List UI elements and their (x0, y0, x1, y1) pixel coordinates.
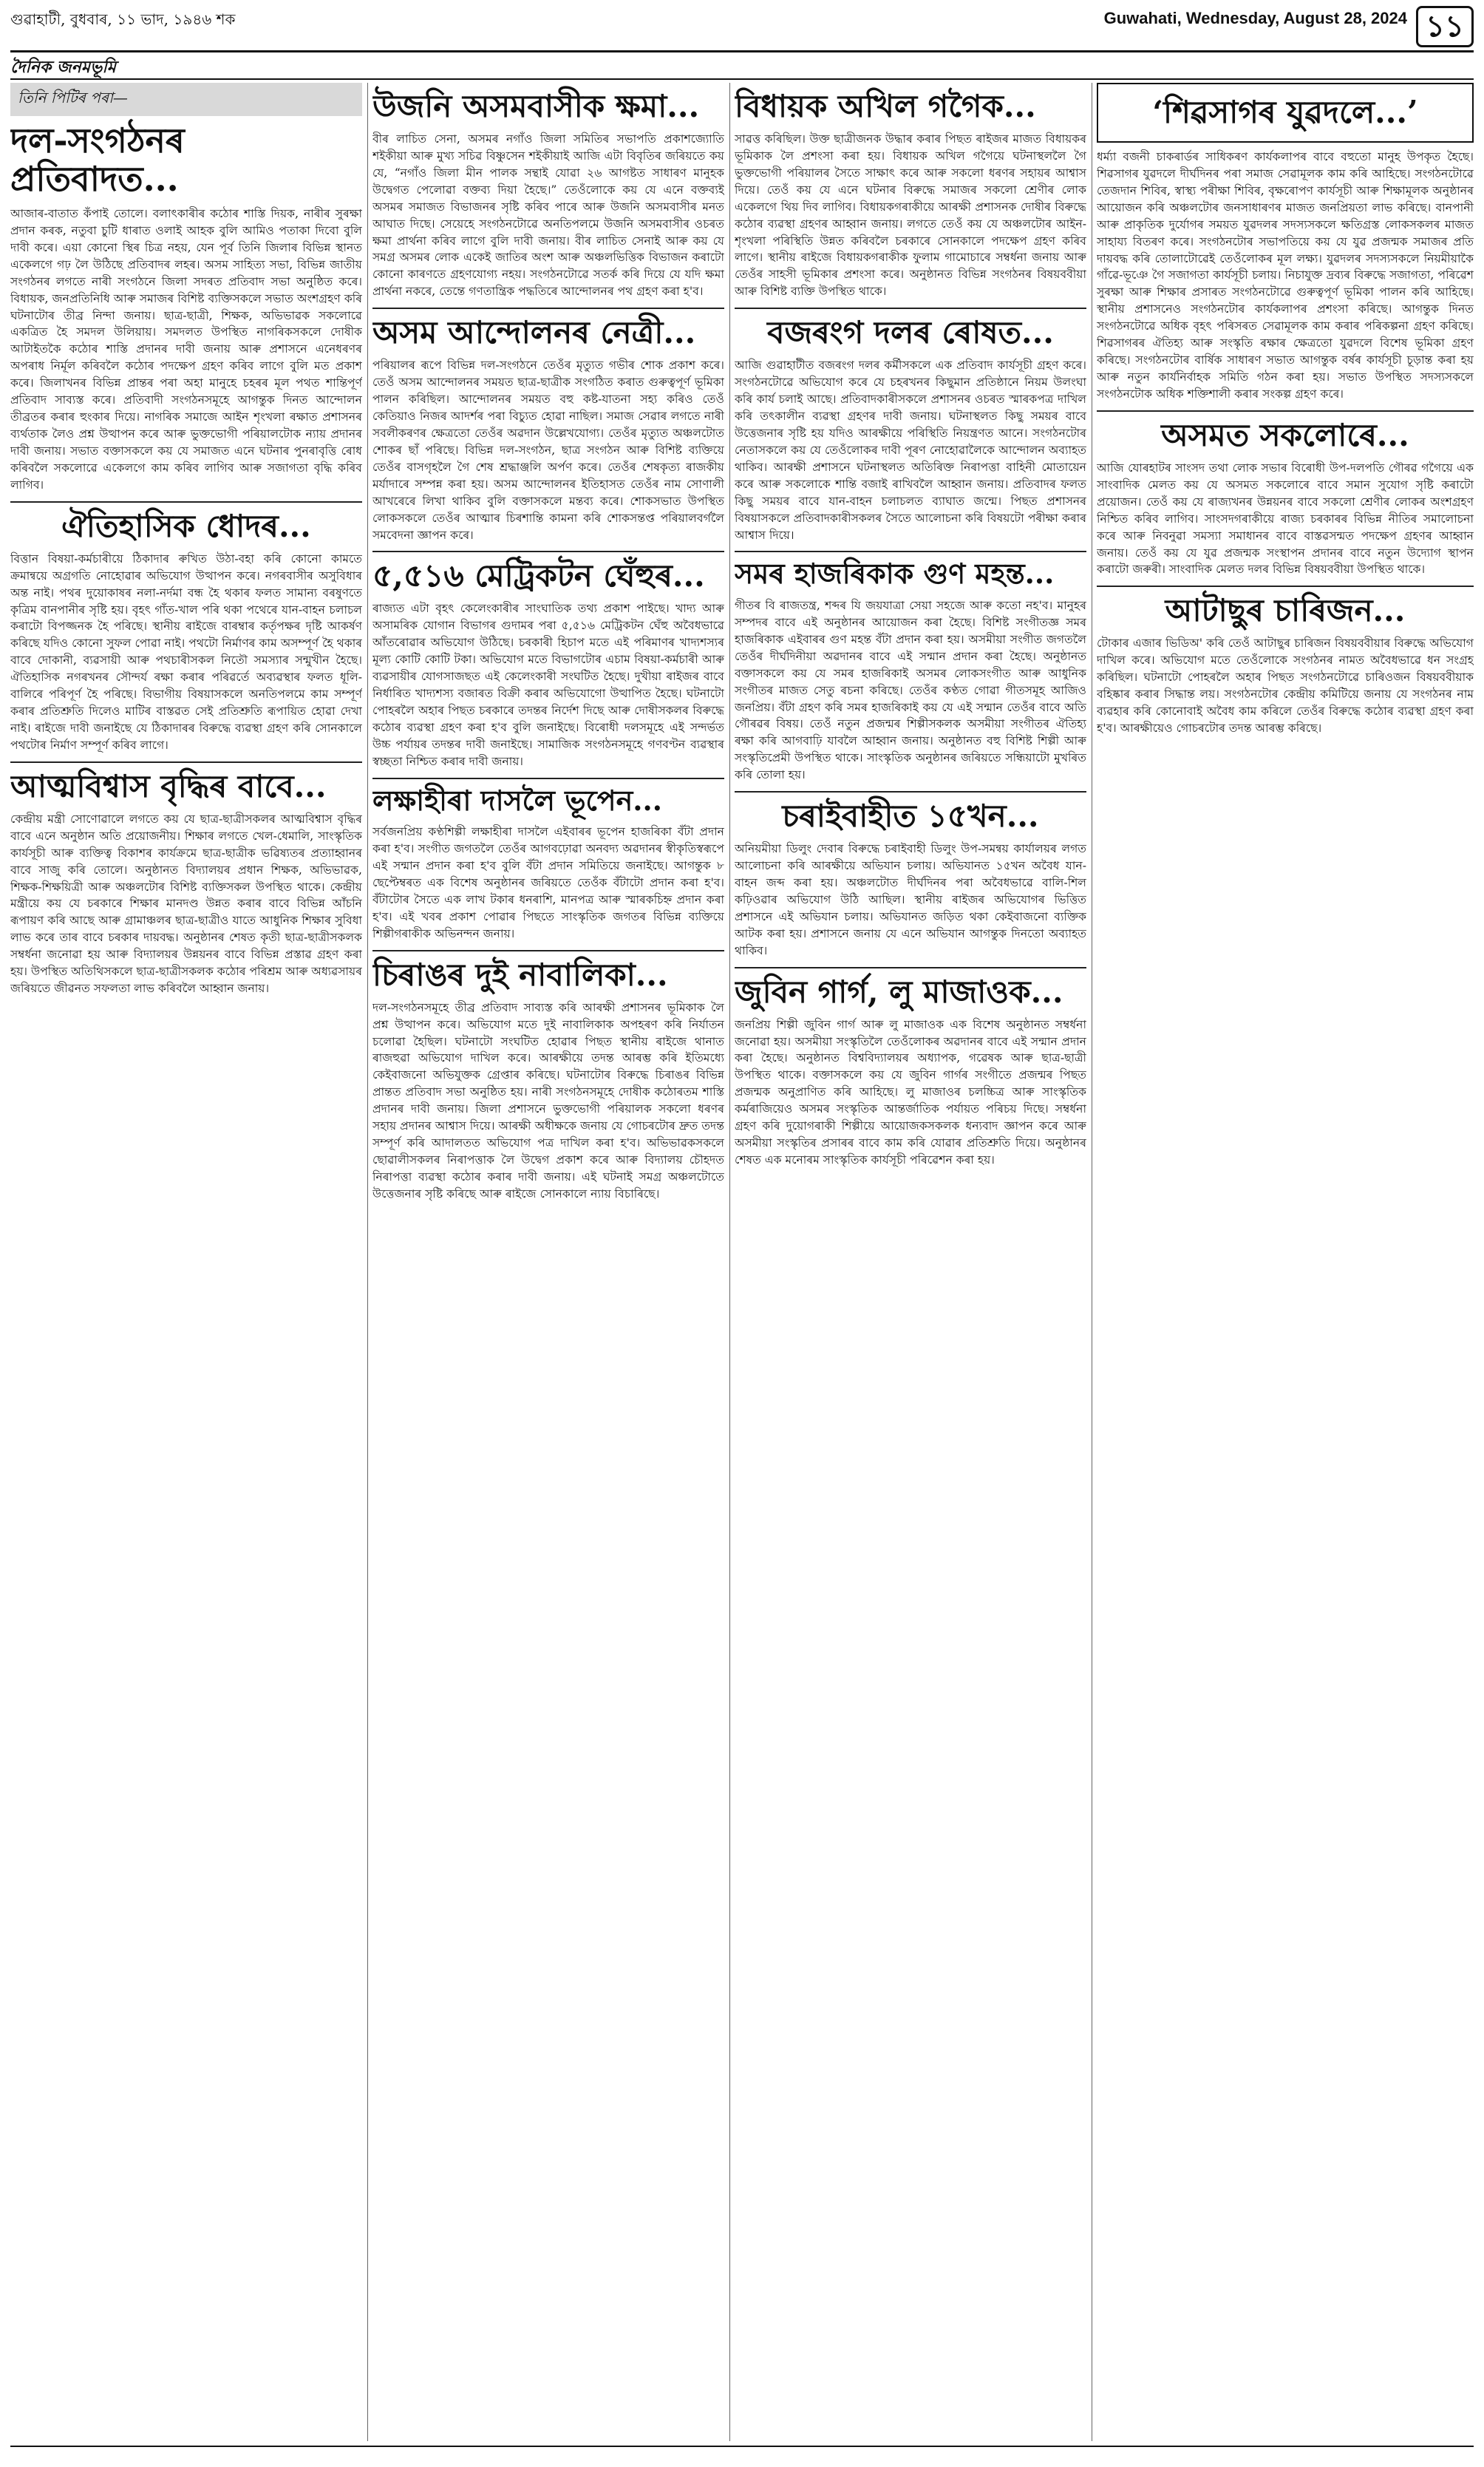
story-headline[interactable]: ঐতিহাসিক ধোদৰ... (61, 507, 311, 544)
masthead-rule (10, 50, 1474, 52)
story-body: বীৰ লাচিত সেনা, অসমৰ নগাঁও জিলা সমিতিৰ সভাপতি প্ৰকাশজ্যোতি শইকীয়া আৰু মুখ্য সচিৱ বিষ্ণুসেন শইকীয়াই আজি এটা বিবৃতিৰ জৰিয়তে কয় যে, “নগাঁও জিলা মীন পালক সন্থাই যোৱা ২৬ আগষ্টত সাধাৰণ মানুহক উদ্বেগত পেলোৱা বক্তব্য দিয়া হৈছে।” তেওঁলোকে কয় যে এনে বক্তব্যই অসমৰ সমাজত বিভাজনৰ সৃষ্টি কৰিব পাৰে আৰু উজনি অসমবাসীৰ মনত আঘাত দিছে। সেয়েহে সংগঠনটোৱে অনতিপলমে উজনি অসমবাসীৰ ওচৰত ক্ষমা প্ৰাৰ্থনা কৰিব লাগে বুলি দাবী জনায়। বীৰ লাচিত সেনাই আৰু কয় যে সমগ্ৰ অসমৰ লোক একেই জাতিৰ অংশ আৰু অঞ্চলভিত্তিক বিভাজন কৰাটো কোনো কাৰণতে গ্ৰহণযোগ্য নহয়। সংগঠনটোৱে সতৰ্ক কৰি দিয়ে যে যদি ক্ষমা প্ৰাৰ্থনা নকৰে, তেন্তে গণতান্ত্ৰিক পদ্ধতিৰে আন্দোলনৰ পথ গ্ৰহণ কৰা হ'ব। (372, 132, 724, 299)
news-story (10, 122, 362, 494)
story-body: পৰিয়ালৰ ৰূপে বিভিন্ন দল-সংগঠনে তেওঁৰ মৃত্যুত গভীৰ শোক প্ৰকাশ কৰে। তেওঁ অসম আন্দোলনৰ সময়ত ছাত্ৰ-ছাত্ৰীক সংগঠিত কৰাত গুৰুত্বপূৰ্ণ ভূমিকা পালন কৰিছিল। আন্দোলনৰ সময়ত বহু কষ্ট-যাতনা সহ্য কৰিও তেওঁ কেতিয়াও নিজৰ আদৰ্শৰ পৰা বিচ্যুত হোৱা নাছিল। সমাজ সেৱাৰ লগতে নাৰী সবলীকৰণৰ ক্ষেত্ৰতো তেওঁৰ অৱদান উল্লেখযোগ্য। তেওঁৰ মৃত্যুত অঞ্চলটোত শোকৰ ছাঁ পৰিছে। বিভিন্ন দল-সংগঠন, ছাত্ৰ সংগঠন আৰু বিশিষ্ট ব্যক্তিয়ে তেওঁৰ বাসগৃহলৈ গৈ শেষ শ্ৰদ্ধাঞ্জলি অৰ্পণ কৰে। তেওঁৰ শেষকৃত্য ৰাজকীয় মৰ্যাদাৰে সম্পন্ন কৰা হয়। অসম আন্দোলনৰ ইতিহাসত তেওঁৰ নাম সোণালী আখৰেৰে লিখা থাকিব বুলি বক্তাসকলে মন্তব্য কৰে। শোকসভাত উপস্থিত লোকসকলে তেওঁৰ আত্মাৰ চিৰশান্তি কামনা কৰি শোকসন্তপ্ত পৰিয়ালবৰ্গলৈ সমবেদনা জ্ঞাপন কৰে। (372, 359, 724, 542)
news-story (372, 558, 724, 770)
column-1 (10, 83, 362, 2441)
story-headline[interactable]: আত্মবিশ্বাস বৃদ্ধিৰ বাবে... (10, 767, 327, 804)
news-story (735, 974, 1086, 1169)
story-body: ৰাজ্যত এটা বৃহৎ কেলেংকাৰীৰ সাংঘাতিক তথ্য প্ৰকাশ পাইছে। খাদ্য আৰু অসামৰিক যোগান বিভাগৰ গুদামৰ পৰা ৫,৫১৬ মেট্ৰিকটন ঘেঁহু অবৈধভাৱে আঁতৰোৱাৰ অভিযোগ উঠিছে। চৰকাৰী হিচাপ মতে এই পৰিমাণৰ খাদ্যশস্যৰ মূল্য কোটি কোটি টকা। অভিযোগ মতে বিভাগটোৰ এচাম বিষয়া-কৰ্মচাৰী আৰু ব্যৱসায়ীৰ যোগসাজছত এই কেলেংকাৰী সংঘটিত হৈছে। দুখীয়া ৰাইজৰ বাবে নিৰ্ধাৰিত খাদ্যশস্য বজাৰত বিক্ৰী কৰাৰ অভিযোগো উত্থাপিত হৈছে। ঘটনাটো পোহৰলৈ অহাৰ পিছত চৰকাৰে তদন্তৰ নিৰ্দেশ দিছে আৰু দোষীসকলৰ বিৰুদ্ধে কঠোৰ ব্যৱস্থা গ্ৰহণ কৰা হ'ব বুলি জনাইছে। বিৰোধী দলসমূহে এই সন্দৰ্ভত উচ্চ পৰ্যায়ৰ তদন্তৰ দাবী জনাইছে। সামাজিক সংগঠনসমূহে গণবণ্টন ব্যৱস্থাৰ স্বচ্ছতা নিশ্চিত কৰাৰ দাবী জনায়। (372, 602, 724, 768)
news-story (10, 509, 362, 754)
story-divider (735, 967, 1086, 968)
story-headline[interactable]: অসমত সকলোৰে... (1161, 416, 1409, 453)
story-body: আজি গুৱাহাটীত বজৰংগ দলৰ কৰ্মীসকলে এক প্ৰতিবাদ কাৰ্যসূচী গ্ৰহণ কৰে। সংগঠনটোৱে অভিযোগ কৰে যে চহৰখনৰ কিছুমান প্ৰতিষ্ঠানে নিয়ম উলংঘা কৰি কাৰ্য চলাই আছে। প্ৰতিবাদকাৰীসকলে প্ৰশাসনৰ ওচৰত স্মাৰকপত্ৰ দাখিল কৰি তৎকালীন ব্যৱস্থা গ্ৰহণৰ দাবী জনায়। ঘটনাস্থলত কিছু সময়ৰ বাবে উত্তেজনাৰ সৃষ্টি হয় যদিও আৰক্ষীয়ে পৰিস্থিতি নিয়ন্ত্ৰণত আনে। সংগঠনটোৰ নেতাসকলে কয় যে তেওঁলোকৰ দাবী পূৰণ নোহোৱালৈকে আন্দোলন অব্যাহত থাকিব। আৰক্ষী প্ৰশাসনে ঘটনাস্থলত অতিৰিক্ত নিৰাপত্তা বাহিনী মোতায়েন কৰে আৰু সকলোকে শান্তি বজাই ৰাখিবলৈ আহ্বান জনায়। প্ৰতিবাদৰ ফলত কিছু সময়ৰ বাবে যান-বাহন চলাচলত ব্যাঘাত জন্মে। পিছত প্ৰশাসনৰ বিষয়াসকলে প্ৰতিবাদকাৰীসকলৰ সৈতে আলোচনা কৰি বিষয়টো পৰীক্ষা কৰাৰ আশ্বাস দিয়ে। (735, 359, 1086, 542)
continuation-tag: তিনি পিটিৰ পৰা— (10, 83, 362, 116)
story-body: গীতৰ বি ৰাজতন্ত্ৰ, শব্দৰ যি জয়যাত্ৰা সেয়া সহজে আৰু কতো নহ'ব। মানুহৰ সম্পদৰ বাবে এই অনুষ্ঠানৰ আয়োজন কৰা হৈছে। বিশিষ্ট সংগীতজ্ঞ সমৰ হাজৰিকাক এইবাৰৰ গুণ মহন্ত বঁটা প্ৰদান কৰা হয়। অসমীয়া সংগীত জগতলৈ তেওঁৰ দীৰ্ঘদিনীয়া অৱদানৰ বাবে এই সন্মান প্ৰদান কৰা হৈছে। অনুষ্ঠানত বক্তাসকলে কয় যে সমৰ হাজৰিকাই অসমৰ লোকসংগীত আৰু আধুনিক সংগীতৰ মাজত সেতু ৰচনা কৰিছে। তেওঁৰ কণ্ঠত গোৱা গীতসমূহ আজিও জনপ্ৰিয়। বঁটা গ্ৰহণ কৰি সমৰ হাজৰিকাই কয় যে এই সন্মান তেওঁৰ বাবে অতি গৌৰৱৰ বিষয়। তেওঁ নতুন প্ৰজন্মৰ শিল্পীসকলক অসমীয়া সংগীতৰ ঐতিহ্য ৰক্ষা কৰি আগবাঢ়ি যাবলৈ আহ্বান জনায়। অনুষ্ঠানত বহু বিশিষ্ট শিল্পী আৰু সংস্কৃতিপ্ৰেমী উপস্থিত থাকে। সাংস্কৃতিক অনুষ্ঠানৰ জৰিয়তে সন্ধিয়াটো মুখৰিত কৰি তোলা হয়। (735, 598, 1086, 782)
story-divider (1097, 586, 1474, 587)
story-body: টোকাৰ এজাৰ ভিডিঅ' কৰি তেওঁ আটাছুৰ চাৰিজন বিষয়ববীয়াৰ বিৰুদ্ধে অভিযোগ দাখিল কৰে। অভিযোগ মতে তেওঁলোকে সংগঠনৰ নামত অবৈধভাৱে ধন সংগ্ৰহ কৰিছিল। ঘটনাটো পোহৰলৈ অহাৰ পিছত সংগঠনটোৱে চাৰিওজন বিষয়ববীয়াক বহিষ্কাৰ কৰাৰ সিদ্ধান্ত লয়। সংগঠনটোৰ কেন্দ্ৰীয় কমিটিয়ে জনায় যে সংগঠনৰ নাম ব্যৱহাৰ কৰি কোনোবাই অবৈধ কাম কৰিলে তেওঁৰ বিৰুদ্ধে কঠোৰ ব্যৱস্থা গ্ৰহণ কৰা হ'ব। আৰক্ষীয়েও গোচৰটোৰ তদন্ত আৰম্ভ কৰিছে। (1097, 637, 1474, 735)
news-story (735, 558, 1086, 784)
story-body: বিত্তান বিষয়া-কৰ্মচাৰীয়ে ঠিকাদাৰ ৰুখিত উঠা-বহা কৰি কোনো কামতে ক্ৰমান্বয়ে অগ্ৰগতি নোহোৱাৰ অভিযোগ উত্থাপন কৰে। নগৰবাসীৰ অসুবিধাৰ অন্ত নাই। পথৰ দুয়োকাষৰ নলা-নৰ্দমা বন্ধ হৈ থকাৰ ফলত সামান্য বৰষুণতে কৃত্ৰিম বানপানীৰ সৃষ্টি হয়। বৃহৎ গাঁত-খাল পৰি থকা পথেৰে যান-বাহন চলাচল কৰাটো বিপজ্জনক হৈ পৰিছে। স্থানীয় ৰাইজে বাৰম্বাৰ কৰ্তৃপক্ষৰ দৃষ্টি আকৰ্ষণ কৰিছে যদিও কোনো সুফল পোৱা নাই। পথটো নিৰ্মাণৰ কাম অসম্পূৰ্ণ হৈ থকাৰ বাবে দোকানী, ব্যৱসায়ী আৰু পথচাৰীসকল নিতৌ সমস্যাৰ সন্মুখীন হৈছে। ঐতিহাসিক নগৰখনৰ সৌন্দৰ্য ৰক্ষা কৰাৰ পৰিৱৰ্তে অব্যৱস্থাৰ ফলত ধূলি-বালিৰে পৰিপূৰ্ণ হৈ পৰিছে। বিভাগীয় বিষয়াসকলে অনতিপলমে কাম সম্পূৰ্ণ কৰাৰ প্ৰতিশ্ৰুতি দিলেও মাটিৰ বাস্তৱত সেই প্ৰতিশ্ৰুতি ৰূপায়িত হোৱা দেখা নাই। ৰাইজে দাবী জনাইছে যে ঠিকাদাৰৰ বিৰুদ্ধে ব্যৱস্থা গ্ৰহণ কৰি সোনকালে পথটোৰ নিৰ্মাণ সম্পূৰ্ণ কৰিব লাগে। (10, 552, 362, 752)
news-story (372, 315, 724, 543)
story-headline[interactable]: উজনি অসমবাসীক ক্ষমা... (372, 88, 700, 124)
dateline-left: গুৱাহাটী, বুধবাৰ, ১১ ভাদ, ১৯৪৬ শক (10, 10, 236, 28)
column-divider (367, 83, 368, 2441)
story-headline[interactable]: সমৰ হাজৰিকাক গুণ মহন্ত... (735, 557, 1055, 591)
story-divider (1097, 410, 1474, 412)
story-divider (372, 308, 724, 309)
story-divider (372, 778, 724, 779)
news-story (1097, 593, 1474, 737)
news-story (372, 785, 724, 943)
story-headline[interactable]: চৰাইবাহীত ১৫খন... (782, 798, 1039, 835)
story-headline[interactable]: দল-সংগঠনৰ প্ৰতিবাদত... (10, 121, 185, 199)
news-story (10, 769, 362, 997)
column-4 (1097, 83, 1474, 2441)
page-bottom-rule (10, 2446, 1474, 2447)
news-story (735, 798, 1086, 959)
story-headline[interactable]: বিধায়ক অখিল গগৈক... (735, 88, 1036, 124)
story-body: কেন্দ্ৰীয় মন্ত্ৰী সোণোৱালে লগতে কয় যে ছাত্ৰ-ছাত্ৰীসকলৰ আত্মবিশ্বাস বৃদ্ধিৰ বাবে এনে অনুষ্ঠান অতি প্ৰয়োজনীয়। শিক্ষাৰ লগতে খেল-ধেমালি, সাংস্কৃতিক কাৰ্যসূচী আৰু ব্যক্তিত্ব বিকাশৰ কাৰ্যক্ৰমে ছাত্ৰ-ছাত্ৰীক ভৱিষ্যতৰ প্ৰত্যাহ্বানৰ বাবে সাজু কৰি তোলে। অনুষ্ঠানত বিদ্যালয়ৰ প্ৰধান শিক্ষক, অভিভাৱক, শিক্ষক-শিক্ষয়িত্ৰী আৰু অঞ্চলটোৰ বিশিষ্ট ব্যক্তিসকল উপস্থিত থাকে। কেন্দ্ৰীয় মন্ত্ৰীয়ে কয় যে চৰকাৰে শিক্ষাৰ মানদণ্ড উন্নত কৰাৰ বাবে বিভিন্ন আঁচনি ৰূপায়ণ কৰি আছে আৰু গ্ৰামাঞ্চলৰ ছাত্ৰ-ছাত্ৰীও যাতে আধুনিক শিক্ষাৰ সুবিধা লাভ কৰে তাৰ বাবে চৰকাৰ দায়বদ্ধ। অনুষ্ঠানৰ শেষত কৃতী ছাত্ৰ-ছাত্ৰীসকলক সম্বৰ্ধনা জনোৱা হয় আৰু বিদ্যালয়ৰ উন্নয়নৰ বাবে বিভিন্ন প্ৰস্তাৱ গ্ৰহণ কৰা হয়। উপস্থিত অতিথিসকলে ছাত্ৰ-ছাত্ৰীসকলক কঠোৰ পৰিশ্ৰম আৰু অধ্যৱসায়ৰ জৰিয়তে জীৱনত সফলতা লাভ কৰিবলৈ আহ্বান জনায়। (10, 812, 362, 996)
story-body: সাৱত্ত কৰিছিল। উক্ত ছাত্ৰীজনক উদ্ধাৰ কৰাৰ পিছত ৰাইজৰ মাজত বিধায়কৰ ভূমিকাক লৈ প্ৰশংসা কৰা হয়। বিধায়ক অখিল গগৈয়ে ঘটনাস্থললৈ গৈ ভুক্তভোগী পৰিয়ালৰ সৈতে সাক্ষাৎ কৰে আৰু সকলো ধৰণৰ সহায়ৰ আশ্বাস দিয়ে। তেওঁ কয় যে এনে ঘটনাৰ বিৰুদ্ধে সমাজৰ সকলো শ্ৰেণীৰ লোক একেলগে থিয় দিব লাগিব। বিধায়কগৰাকীয়ে আৰক্ষী প্ৰশাসনক দোষীৰ বিৰুদ্ধে কঠোৰ ব্যৱস্থা গ্ৰহণৰ আহ্বান জনায়। লগতে তেওঁ কয় যে অঞ্চলটোৰ আইন-শৃংখলা পৰিস্থিতি উন্নত কৰিবলৈ চৰকাৰে সোনকালে পদক্ষেপ গ্ৰহণ কৰিব লাগে। স্থানীয় ৰাইজে বিধায়কগৰাকীক ফুলাম গামোচাৰে সম্বৰ্ধনা জনায় আৰু তেওঁৰ সাহসী ভূমিকাৰ প্ৰশংসা কৰে। অনুষ্ঠানত বিভিন্ন সংগঠনৰ বিষয়ববীয়া আৰু বিশিষ্ট ব্যক্তি উপস্থিত থাকে। (735, 132, 1086, 299)
news-story (372, 957, 724, 1203)
story-headline[interactable]: ‘শিৱসাগৰ যুৱদলে...’ (1152, 94, 1418, 130)
story-headline[interactable]: অসম আন্দোলনৰ নেত্ৰী... (372, 314, 696, 351)
page-number: ১১ (1416, 6, 1474, 47)
masthead (10, 6, 1474, 78)
news-story (735, 89, 1086, 300)
column-3 (735, 83, 1086, 2441)
story-body: অনিয়মীয়া ডিলুং দেবাৰ বিৰুদ্ধে চৰাইবাহী ডিলুং উপ-সমন্বয় কাৰ্যালয়ৰ লগত আলোচনা কৰি আৰক্ষীয়ে অভিযান চলায়। অভিযানত ১৫খন অবৈধ যান-বাহন জব্দ কৰা হয়। অঞ্চলটোত দীৰ্ঘদিনৰ পৰা অবৈধভাৱে বালি-শিল কঢ়িওৱাৰ অভিযোগ উঠি আছিল। স্থানীয় ৰাইজৰ অভিযোগৰ ভিত্তিত প্ৰশাসনে এই অভিযান চলায়। অভিযানত জড়িত থকা কেইবাজনো ব্যক্তিক আটক কৰা হয়। প্ৰশাসনে জনায় যে এনে অভিযান আগন্তুক দিনতো অব্যাহত থাকিব। (735, 842, 1086, 957)
news-story (735, 315, 1086, 543)
news-story (1097, 83, 1474, 143)
dateline-right: Guwahati, Wednesday, August 28, 2024 (1103, 9, 1407, 27)
story-body: সৰ্বজনপ্ৰিয় কণ্ঠশিল্পী লক্ষাহীৰা দাসলৈ এইবাৰৰ ভূপেন হাজৰিকা বঁটা প্ৰদান কৰা হ'ব। সংগীত জগতলৈ তেওঁৰ আগবঢ়োৱা অনবদ্য অৱদানৰ স্বীকৃতিস্বৰূপে এই সন্মান প্ৰদান কৰা হ'ব বুলি বঁটা প্ৰদান সমিতিয়ে জনাইছে। আগন্তুক ৮ ছেপ্টেম্বৰত এক বিশেষ অনুষ্ঠানৰ জৰিয়তে তেওঁক বঁটাটো প্ৰদান কৰা হ'ব। বঁটাটোৰ সৈতে এক লাখ টকাৰ ধনৰাশি, মানপত্ৰ আৰু স্মাৰকচিহ্ন প্ৰদান কৰা হ'ব। এই খবৰ প্ৰকাশ পোৱাৰ পিছতে সাংস্কৃতিক জগতৰ বিভিন্ন ব্যক্তিয়ে শিল্পীগৰাকীক অভিনন্দন জনায়। (372, 825, 724, 940)
news-story (372, 89, 724, 300)
newspaper-brand: দৈনিক জনমভূমি (10, 58, 116, 77)
story-headline[interactable]: জুবিন গাৰ্গ, লু মাজাওক... (735, 973, 1063, 1010)
story-headline[interactable]: বজৰংগ দলৰ ৰোষত... (767, 314, 1054, 351)
story-body: দল-সংগঠনসমূহে তীব্ৰ প্ৰতিবাদ সাব্যস্ত কৰি আৰক্ষী প্ৰশাসনৰ ভূমিকাক লৈ প্ৰশ্ন উত্থাপন কৰে। অভিযোগ মতে দুই নাবালিকাক অপহৰণ কৰি নিৰ্যাতন চলোৱা হৈছিল। ঘটনাটো সংঘটিত হোৱাৰ পিছত স্থানীয় ৰাইজে থানাত ৰাজহুৱা অভিযোগ দাখিল কৰে। আৰক্ষীয়ে তদন্ত আৰম্ভ কৰি ইতিমধ্যে কেইবাজনো অভিযুক্তক গ্ৰেপ্তাৰ কৰিছে। ঘটনাটোৰ বিৰুদ্ধে চিৰাঙৰ বিভিন্ন প্ৰান্তত প্ৰতিবাদ সভা অনুষ্ঠিত হয়। নাৰী সংগঠনসমূহে দোষীক কঠোৰতম শাস্তি প্ৰদানৰ দাবী জনায়। জিলা প্ৰশাসনে ভুক্তভোগী পৰিয়ালক সকলো ধৰণৰ সহায় প্ৰদানৰ আশ্বাস দিয়ে। আৰক্ষী অধীক্ষকে জনায় যে গোচৰটোৰ দ্ৰুত তদন্ত সম্পূৰ্ণ কৰি আদালতত অভিযোগ পত্ৰ দাখিল কৰা হ'ব। অভিভাৱকসকলে ছোৱালীসকলৰ নিৰাপত্তাক লৈ উদ্বেগ প্ৰকাশ কৰে আৰু বিদ্যালয় চৌহদত নিৰাপত্তা ব্যৱস্থা কঠোৰ কৰাৰ দাবী জনায়। এই ঘটনাই সমগ্ৰ অঞ্চলটোতে উত্তেজনাৰ সৃষ্টি কৰিছে আৰু ৰাইজে সোনকালে ন্যায় বিচাৰিছে। (372, 1000, 724, 1201)
story-headline[interactable]: আটাছুৰ চাৰিজন... (1165, 592, 1406, 629)
story-divider (735, 791, 1086, 793)
story-headline[interactable]: লক্ষাহীৰা দাসলৈ ভূপেন... (372, 783, 662, 817)
story-headline[interactable]: চিৰাঙৰ দুই নাবালিকা... (372, 956, 668, 993)
story-divider (735, 551, 1086, 552)
story-body: ধৰ্ম্যা বজনী চাকৰাৰ্ডৰ সাধিকৰণ কাৰ্যকলাপৰ বাবে বহুতো মানুহ উপকৃত হৈছে। শিৱসাগৰ যুৱদলে দীৰ্ঘদিনৰ পৰা সমাজ সেৱামূলক কাম কৰি আহিছে। সংগঠনটোৱে তেজদান শিবিৰ, স্বাস্থ্য পৰীক্ষা শিবিৰ, বৃক্ষৰোপণ কাৰ্যসূচী আৰু শিক্ষামূলক অনুষ্ঠানৰ আয়োজন কৰি অঞ্চলটোৰ জনসাধাৰণৰ মাজত জনপ্ৰিয়তা লাভ কৰিছে। বানপানী আৰু প্ৰাকৃতিক দুৰ্যোগৰ সময়ত যুৱদলৰ সদস্যসকলে ক্ষতিগ্ৰস্ত লোকসকলৰ মাজত সাহায্য বিতৰণ কৰে। সংগঠনটোৰ সভাপতিয়ে কয় যে যুৱ প্ৰজন্মক সমাজৰ প্ৰতি দায়বদ্ধ কৰি তোলাটোৱেই তেওঁলোকৰ মূল লক্ষ্য। যুৱদলৰ সদস্যসকলে নিয়মীয়াকৈ গাঁৱে-ভূঞে গৈ সজাগতা কাৰ্যসূচী চলায়। নিচাযুক্ত দ্ৰব্যৰ বিৰুদ্ধে সজাগতা, পৰিৱেশ সুৰক্ষা আৰু শিক্ষাৰ প্ৰসাৰত সংগঠনটোৱে গুৰুত্বপূৰ্ণ ভূমিকা পালন কৰি আহিছে। স্থানীয় প্ৰশাসনেও সংগঠনটোৰ কাৰ্যকলাপৰ প্ৰশংসা কৰিছে। আগন্তুক দিনত সংগঠনটোৱে অধিক বৃহৎ পৰিসৰত সেৱামূলক কাম কৰাৰ পৰিকল্পনা গ্ৰহণ কৰিছে। শিৱসাগৰৰ ঐতিহ্য আৰু সংস্কৃতি ৰক্ষাৰ ক্ষেত্ৰতো যুৱদলে বিশেষ ভূমিকা গ্ৰহণ কৰিছে। সংগঠনটোৰ বাৰ্ষিক সাধাৰণ সভাত আগন্তুক বৰ্ষৰ কাৰ্যসূচী চূড়ান্ত কৰা হয় আৰু নতুন কাৰ্যনিৰ্বাহক সমিতি গঠন কৰা হয়। সভাত উপস্থিত সদস্যসকলে সংগঠনটোক অধিক শক্তিশালী কৰাৰ সংকল্প গ্ৰহণ কৰে। (1097, 150, 1474, 401)
story-divider (10, 501, 362, 503)
story-divider (372, 950, 724, 951)
story-body: জনপ্ৰিয় শিল্পী জুবিন গাৰ্গ আৰু লু মাজাওক এক বিশেষ অনুষ্ঠানত সম্বৰ্ধনা জনোৱা হয়। অসমীয়া সংস্কৃতিলৈ তেওঁলোকৰ অৱদানৰ বাবে এই সন্মান প্ৰদান কৰা হৈছে। অনুষ্ঠানত বিশ্ববিদ্যালয়ৰ অধ্যাপক, গৱেষক আৰু ছাত্ৰ-ছাত্ৰী উপস্থিত থাকে। বক্তাসকলে কয় যে জুবিন গাৰ্গৰ সংগীতে প্ৰজন্মৰ পিছত প্ৰজন্মক অনুপ্ৰাণিত কৰি আহিছে। লু মাজাওৰ চলচ্চিত্ৰ আৰু সাংস্কৃতিক কৰ্মৰাজিয়েও অসমৰ সংস্কৃতিক আন্তৰ্জাতিক পৰ্যায়ত পৰিচয় দিছে। সম্বৰ্ধনা গ্ৰহণ কৰি দুয়োগৰাকী শিল্পীয়ে আয়োজকসকলক ধন্যবাদ জ্ঞাপন কৰে আৰু অসমীয়া সংস্কৃতিৰ প্ৰসাৰৰ বাবে কাম কৰি যোৱাৰ প্ৰতিশ্ৰুতি দিয়ে। অনুষ্ঠানৰ শেষত এক মনোৰম সাংস্কৃতিক কাৰ্যসূচী পৰিৱেশন কৰা হয়। (735, 1017, 1086, 1167)
masthead-rule-bottom (10, 78, 1474, 80)
story-divider (735, 308, 1086, 309)
news-story (1097, 418, 1474, 578)
story-headline[interactable]: ৫,৫১৬ মেট্ৰিকটন ঘেঁহুৰ... (372, 557, 705, 594)
story-divider (10, 761, 362, 763)
story-body: আজাৰ-বাতাত কঁপাই তোলে। বলাৎকাৰীৰ কঠোৰ শাস্তি দিয়ক, নাৰীৰ সুৰক্ষা প্ৰদান কৰক, নতুবা চুটি ধাৰাত ওলাই আহক বুলি আমিও পতাকা দিবো বুলি দাবী কৰে। এয়া কোনো স্থিৰ চিত্ৰ নহয়, যেন পূৰ্ব তিনি জিলাৰ বিভিন্ন স্থানত একেলগে গঢ় লৈ উঠিছে প্ৰতিবাদৰ লহৰ। অসম সাহিত্য সভা, বিভিন্ন জাতীয় সংগঠনৰ লগতে নাৰী সংগঠনে জিলা সদৰত প্ৰতিবাদ সভা অনুষ্ঠিত কৰে। বিধায়ক, জনপ্ৰতিনিধি আৰু সমাজৰ বিশিষ্ট ব্যক্তিসকলে সভাত অংশগ্ৰহণ কৰি ঘটনাটোৰ তীব্ৰ নিন্দা জনায়। ছাত্ৰ-ছাত্ৰী, শিক্ষক, অভিভাৱক সকলোৱে একত্ৰিত হৈ সমদল উলিয়ায়। সমদলত উপস্থিত নাগৰিকসকলে দোষীক আটাইতকৈ কঠোৰ শাস্তি প্ৰদানৰ দাবী জনায় আৰু প্ৰশাসনে এনেধৰণৰ অপৰাধ নিৰ্মূল কৰিবলৈ কঠোৰ পদক্ষেপ গ্ৰহণ কৰিব লাগে বুলি মত প্ৰকাশ কৰে। জিলাখনৰ বিভিন্ন প্ৰান্তৰ পৰা অহা মানুহে চহৰৰ মূল পথত শান্তিপূৰ্ণ প্ৰতিবাদ সাব্যস্ত কৰে। প্ৰতিবাদী সংগঠনসমূহে আগন্তুক দিনত আন্দোলন তীব্ৰতৰ কৰাৰ হুংকাৰ দিয়ে। নাগৰিক সমাজে আইন শৃংখলা ৰক্ষাত প্ৰশাসনৰ ব্যৰ্থতাক লৈও প্ৰশ্ন উত্থাপন কৰে আৰু ভুক্তভোগী পৰিয়ালটোক ন্যায় প্ৰদানৰ দাবী জনায়। সভাত বক্তাসকলে কয় যে সমাজত এনে ঘটনাৰ পুনৰাবৃত্তি ৰোধ কৰিবলৈ সকলোৱে একেলগে কাম কৰিব লাগিব আৰু সজাগতা বৃদ্ধি কৰিব লাগিব। (10, 207, 362, 492)
column-2 (372, 83, 724, 2441)
story-divider (372, 551, 724, 552)
column-divider (729, 83, 730, 2441)
story-body: আজি যোৰহাটৰ সাংসদ তথা লোক সভাৰ বিৰোধী উপ-দলপতি গৌৰৱ গগৈয়ে এক সাংবাদিক মেলত কয় যে অসমত সকলোৰে বাবে সমান সুযোগ সৃষ্টি কৰাটো প্ৰয়োজন। তেওঁ কয় যে ৰাজ্যখনৰ উন্নয়নৰ বাবে সকলো শ্ৰেণীৰ লোকৰ অংশগ্ৰহণ নিশ্চিত কৰিব লাগিব। সাংসদগৰাকীয়ে ৰাজ্য চৰকাৰৰ বিভিন্ন নীতিৰ সমালোচনা কৰে আৰু নিবনুৱা সমস্যা সমাধানৰ বাবে বাস্তৱসন্মত পদক্ষেপ গ্ৰহণৰ আহ্বান জনায়। তেওঁ কয় যে যুৱ প্ৰজন্মক সংস্থাপন প্ৰদানৰ বাবে নতুন উদ্যোগ স্থাপন কৰাটো জৰুৰী। সাংবাদিক মেলত দলৰ বিভিন্ন বিষয়ববীয়া উপস্থিত থাকে। (1097, 461, 1474, 577)
